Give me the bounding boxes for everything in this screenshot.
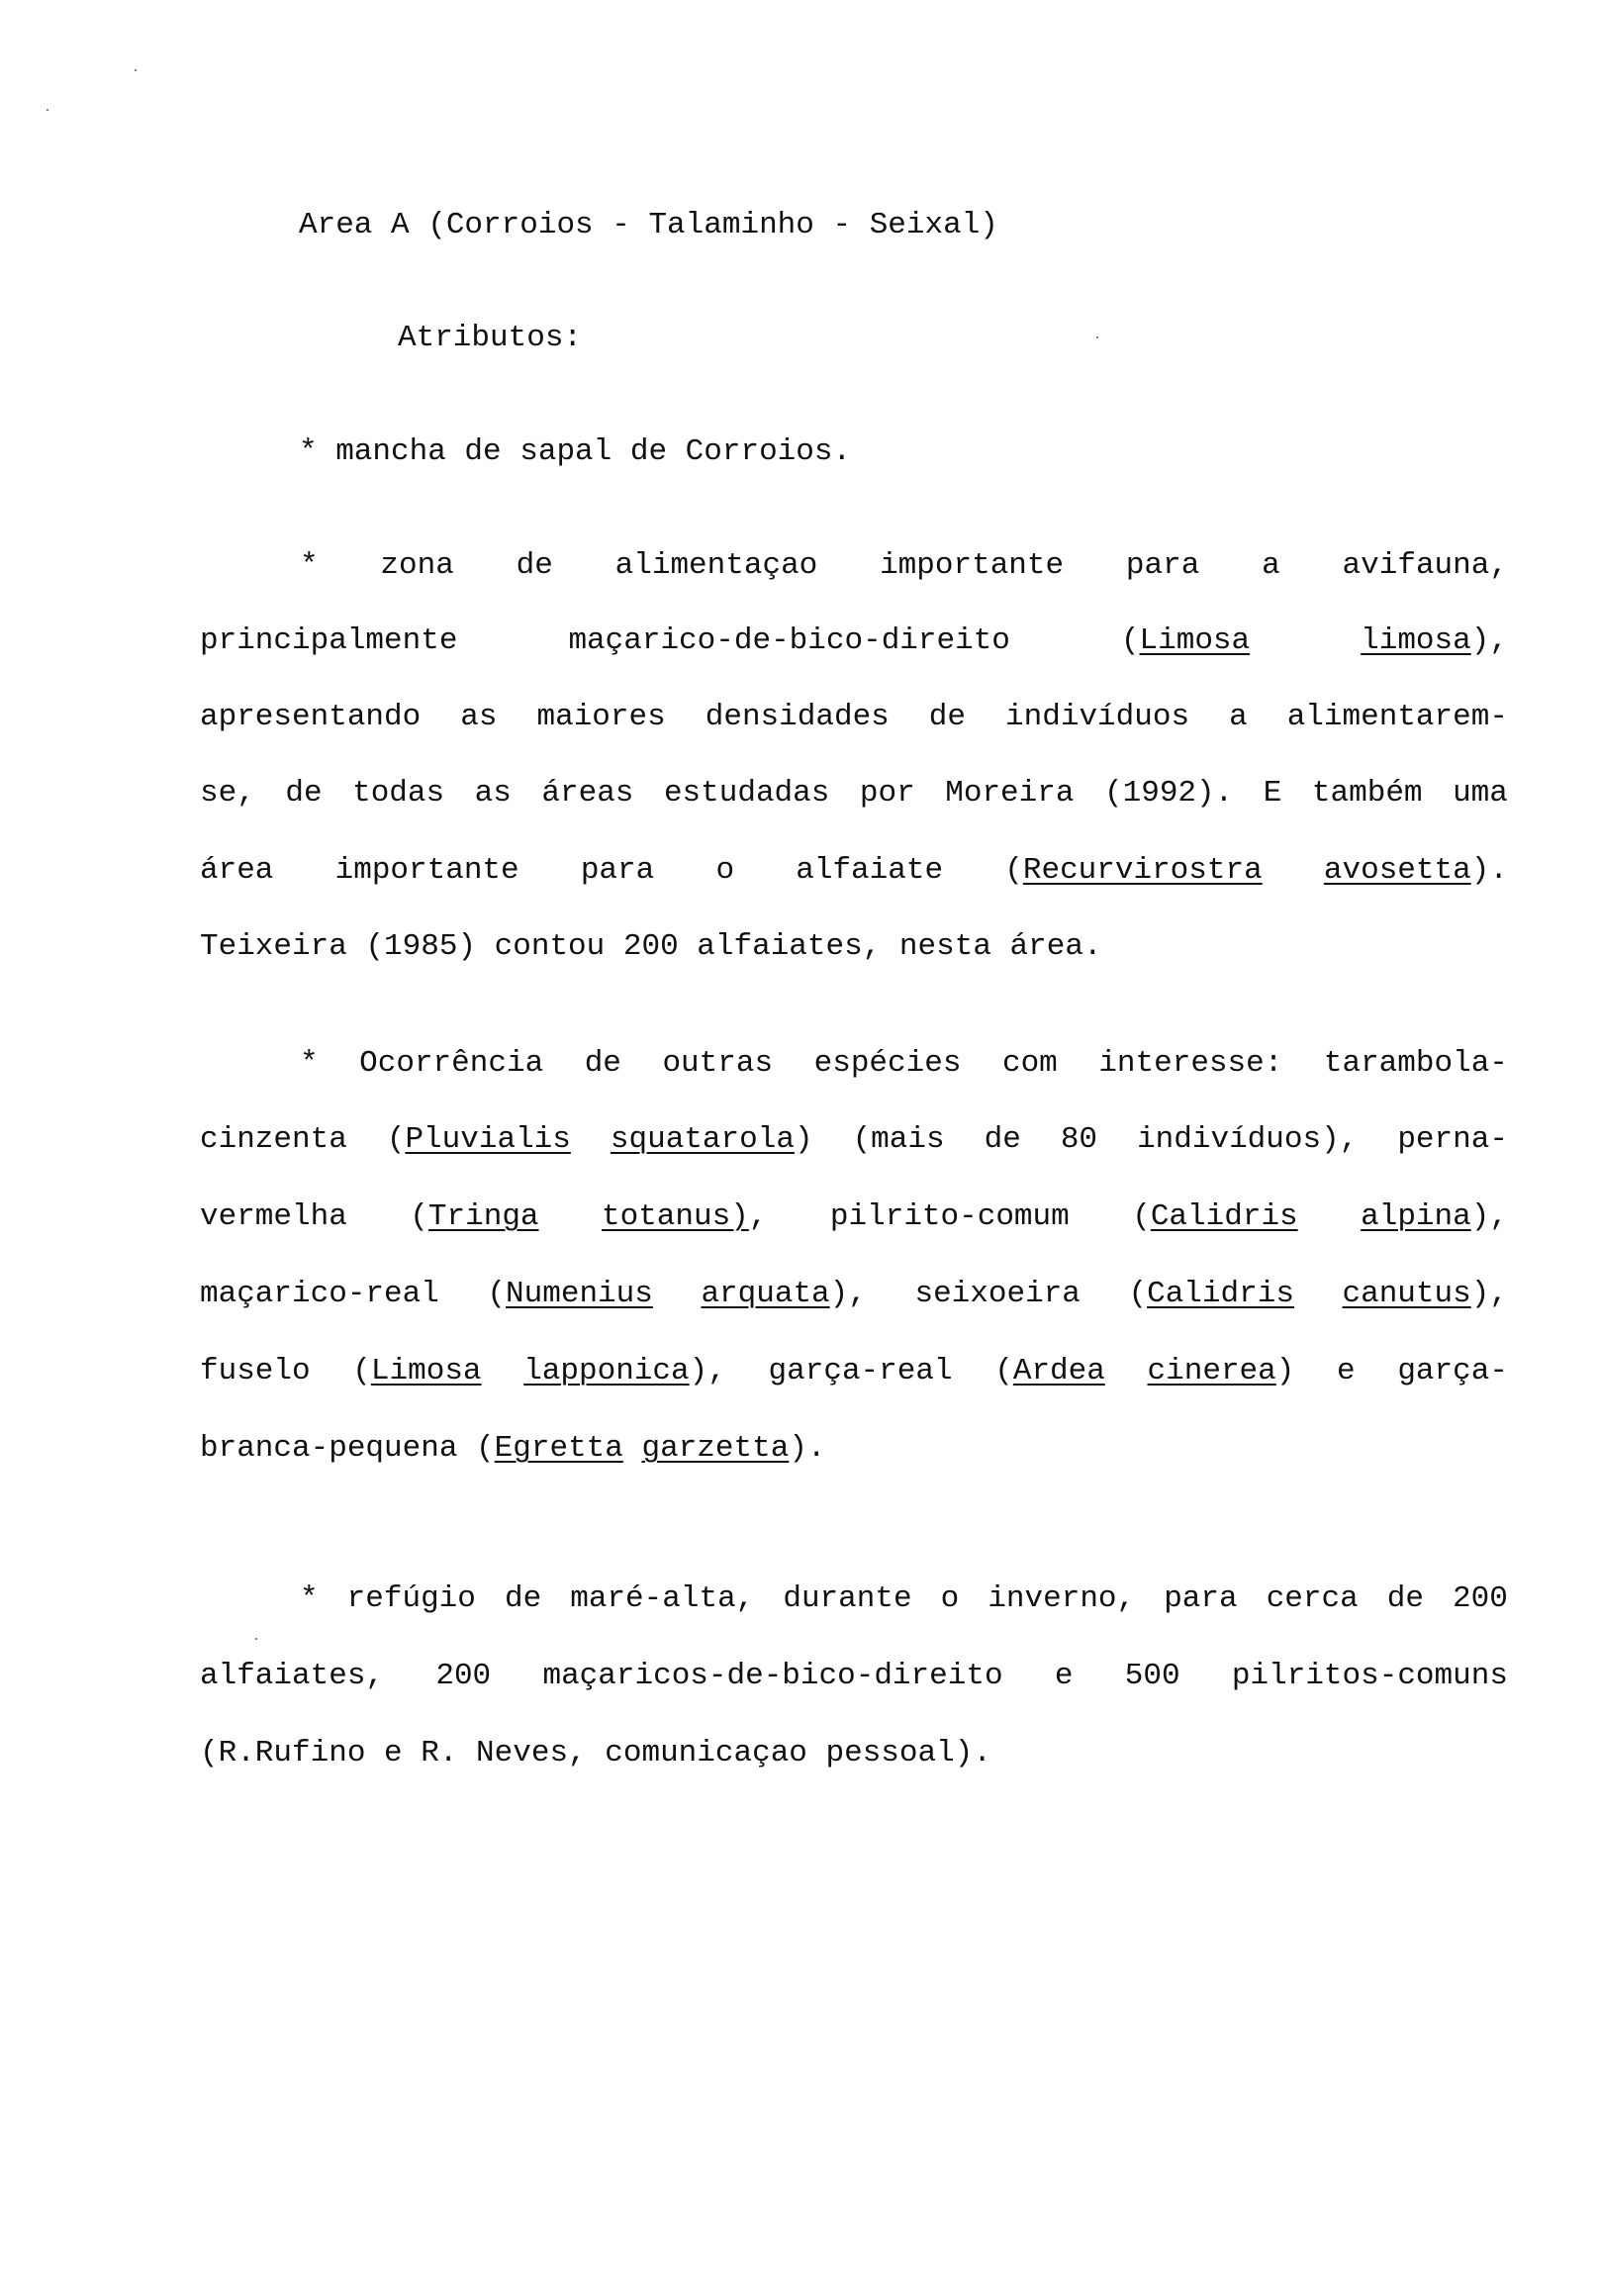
paragraph-line: * refúgio de maré-alta, durante o inverno, para cerca de 200 <box>300 1581 1508 1616</box>
species-name: Limosa <box>1139 623 1251 658</box>
species-name: avosetta <box>1323 853 1471 888</box>
attributes-label: Atributos: <box>398 321 583 355</box>
species-name: squatarola <box>610 1122 795 1157</box>
species-name: Ardea <box>1012 1354 1105 1388</box>
species-name: Egretta <box>494 1431 623 1466</box>
species-name: Pluvialis <box>405 1122 571 1157</box>
scan-speck <box>135 69 137 71</box>
species-name: Calidris <box>1147 1277 1294 1311</box>
attribute-item-1: * mancha de sapal de Corroios. <box>299 434 852 469</box>
paragraph-line: principalmente maçarico-de-bico-direito (Limosa limosa), <box>200 623 1508 658</box>
paragraph-line-last: (R.Rufino e R. Neves, comunicaçao pessoal). <box>200 1736 991 1770</box>
species-name: Recurvirostra <box>1022 853 1263 888</box>
scan-speck <box>255 1638 257 1640</box>
paragraph-line: * Ocorrência de outras espécies com interesse: tarambola- <box>300 1046 1508 1081</box>
scan-speck <box>47 109 48 111</box>
species-name: limosa <box>1361 623 1471 658</box>
species-name: Tringa <box>427 1199 539 1234</box>
species-name: cinerea <box>1147 1354 1276 1388</box>
paragraph-line: se, de todas as áreas estudadas por Moreira (1992). E também uma <box>200 776 1508 811</box>
paragraph-line: apresentando as maiores densidades de indivíduos a alimentarem- <box>200 700 1508 734</box>
paragraph-line: cinzenta (Pluvialis squatarola) (mais de 80 indivíduos), perna- <box>200 1122 1508 1157</box>
paragraph-line-last: Teixeira (1985) contou 200 alfaiates, nesta área. <box>200 929 1102 964</box>
species-name: Calidris <box>1150 1199 1298 1234</box>
species-name: totanus) <box>602 1199 749 1234</box>
scan-speck <box>1096 336 1098 338</box>
paragraph-line: área importante para o alfaiate (Recurvirostra avosetta). <box>200 853 1508 888</box>
paragraph-line-last: branca-pequena (Egretta garzetta). <box>200 1431 826 1466</box>
paragraph-line: fuselo (Limosa lapponica), garça-real (Ardea cinerea) e garça- <box>200 1354 1508 1388</box>
species-name: Numenius <box>506 1277 653 1311</box>
paragraph-line: alfaiates, 200 maçaricos-de-bico-direito e 500 pilritos-comuns <box>200 1659 1508 1693</box>
species-name: canutus <box>1342 1277 1471 1311</box>
species-name: arquata <box>701 1277 830 1311</box>
paragraph-line: maçarico-real (Numenius arquata), seixoeira (Calidris canutus), <box>200 1277 1508 1311</box>
page-heading: Area A (Corroios - Talaminho - Seixal) <box>299 208 998 242</box>
species-name: Limosa <box>370 1354 482 1388</box>
paragraph-line: vermelha (Tringa totanus), pilrito-comum (Calidris alpina), <box>200 1199 1508 1234</box>
species-name: garzetta <box>641 1431 790 1466</box>
species-name: lapponica <box>523 1354 690 1388</box>
species-name: alpina <box>1361 1199 1471 1234</box>
paragraph-line: * zona de alimentaçao importante para a avifauna, <box>300 548 1508 583</box>
